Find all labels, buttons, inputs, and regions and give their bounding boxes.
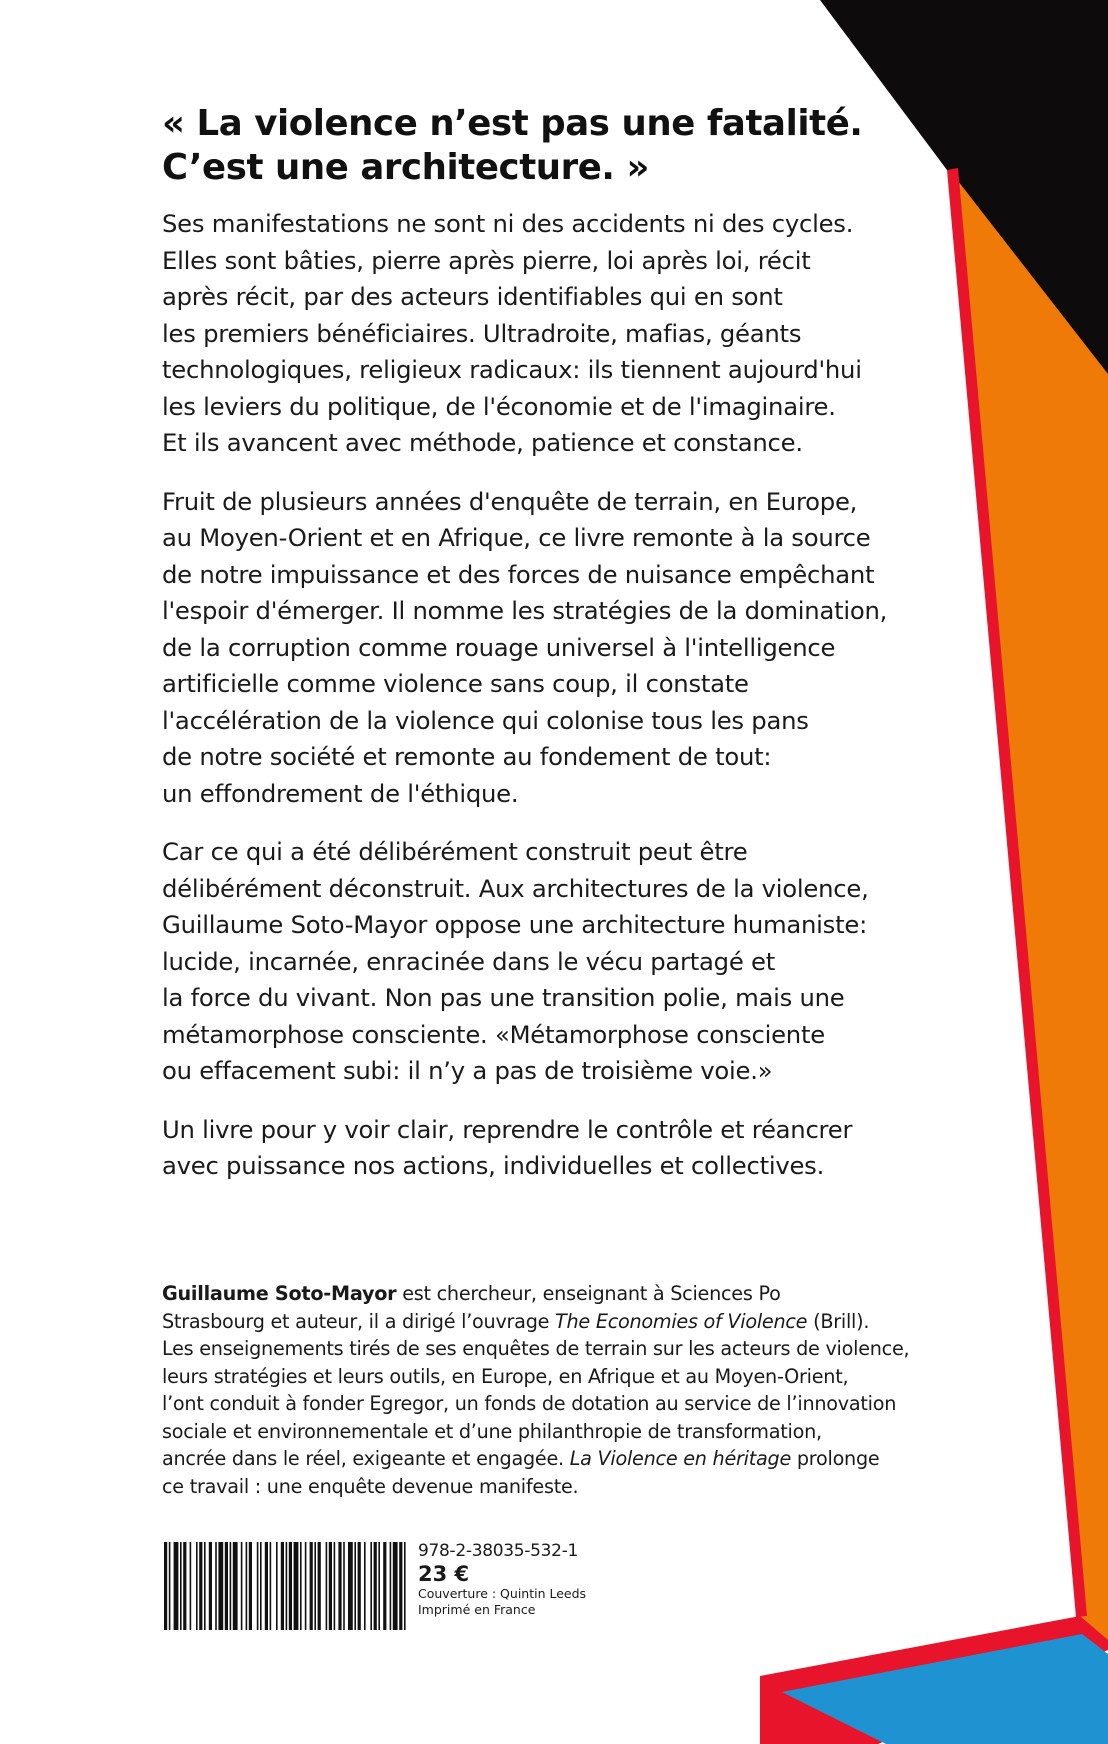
author-name: Guillaume Soto-Mayor [162, 1282, 397, 1305]
bio-line: ce travail : une enquête devenue manifeste. [162, 1474, 579, 1498]
text-line: l'accélération de la violence qui colonise tous les pans [162, 705, 809, 735]
bio-line: l’ont conduit à fonder Egregor, un fonds de dotation au service de l’innovation [162, 1392, 897, 1415]
barcode-bar [326, 1542, 328, 1630]
text-line: de la corruption comme rouage universel à l'intelligence [162, 632, 836, 662]
barcode-bar [164, 1542, 167, 1630]
isbn-number: 978-2-38035-532-1 [418, 1541, 579, 1561]
bio-line: ancrée dans le réel, exigeante et engagée. La Violence en héritage prolonge [162, 1447, 880, 1470]
text-line: de notre société et remonte au fondement de tout: [162, 742, 772, 771]
text-line: au Moyen-Orient et en Afrique, ce livre remonte à la source [162, 523, 871, 552]
text-line: Un livre pour y voir clair, reprendre le contrôle et réancrer [162, 1114, 853, 1144]
barcode-bar [294, 1542, 299, 1630]
barcode-bar [218, 1542, 223, 1630]
barcode-bar [246, 1542, 248, 1630]
barcode-bar [378, 1542, 380, 1630]
text-line: de notre impuissance et des forces de nuisance empêchant [162, 559, 875, 589]
author-bio [162, 1280, 982, 1500]
barcode-bar [230, 1542, 232, 1630]
barcode-bar [241, 1542, 243, 1630]
price: 23 € [418, 1562, 470, 1586]
text-line: délibérément déconstruit. Aux architectures de la violence, [162, 873, 869, 903]
book-title-heritage: La Violence en héritage [569, 1447, 791, 1470]
text-line: l'espoir d'émerger. Il nomme les stratégies de la domination, [162, 596, 888, 625]
barcode-bar [260, 1542, 262, 1630]
barcode-bar [276, 1542, 278, 1630]
barcode-bar [318, 1542, 321, 1630]
barcode-bar [354, 1542, 356, 1630]
barcode-icon [162, 1542, 406, 1630]
text-line: Et ils avancent avec méthode, patience et constance. [162, 428, 803, 457]
barcode-bar [180, 1542, 182, 1630]
barcode-bar [233, 1542, 238, 1630]
bio-line: sociale et environnementale et d’une philanthropie de transformation, [162, 1419, 822, 1443]
barcode-bar [338, 1542, 341, 1630]
blurb-paragraph-4 [162, 1112, 972, 1185]
headline-quote [162, 102, 972, 190]
text-line: lucide, incarnée, enracinée dans le vécu partagé et [162, 946, 775, 976]
barcode-bar [215, 1542, 217, 1630]
bio-line: Strasbourg et auteur, il a dirigé l’ouvrage The Economies of Violence (Brill). [162, 1309, 870, 1333]
barcode-bar [334, 1542, 336, 1630]
pricing-block [418, 1540, 678, 1618]
text-line: les leviers du politique, de l'économie et de l'imaginaire. [162, 391, 836, 421]
barcode-bar [286, 1542, 288, 1630]
barcode-bar [314, 1542, 316, 1630]
headline-line: C’est une architecture. » [162, 147, 650, 188]
printed-in: Imprimé en France [418, 1602, 536, 1617]
barcode-bar [289, 1542, 292, 1630]
text-line: Ses manifestations ne sont ni des accidents ni des cycles. [162, 209, 854, 238]
blurb-paragraph-1 [162, 206, 972, 462]
text-line: métamorphose consciente. «Métamorphose consciente [162, 1019, 825, 1049]
bio-line: Guillaume Soto-Mayor est chercheur, enseignant à Sciences Po [162, 1282, 781, 1305]
barcode-bar [399, 1542, 402, 1630]
cover-credit: Couverture : Quintin Leeds [418, 1586, 587, 1601]
text-line: ou effacement subi: il n’y a pas de troisième voie.» [162, 1056, 773, 1085]
text-line: artificielle comme violence sans coup, il constate [162, 669, 749, 698]
barcode-bar [249, 1542, 252, 1630]
back-cover-text [162, 102, 972, 1207]
blurb [162, 206, 972, 1185]
barcode-bar [364, 1542, 366, 1630]
text-line: Car ce qui a été délibérément construit peut être [162, 837, 748, 866]
barcode-bar [190, 1542, 192, 1630]
book-title-economies: The Economies of Violence [555, 1309, 808, 1333]
barcode-bar [329, 1542, 332, 1630]
headline-line: « La violence n’est pas une fatalité. [162, 103, 863, 144]
text-line: Guillaume Soto-Mayor oppose une architecture humaniste: [162, 910, 868, 939]
bio-line: Les enseignements tirés de ses enquêtes de terrain sur les acteurs de violence, [162, 1337, 910, 1360]
text-line: avec puissance nos actions, individuelles et collectives. [162, 1151, 825, 1180]
barcode-bar [390, 1542, 392, 1630]
barcode-bar [183, 1542, 186, 1630]
barcode-bar [204, 1542, 206, 1630]
barcode-bar [393, 1542, 398, 1630]
barcode-bar [348, 1542, 353, 1630]
barcode-bar [196, 1542, 198, 1630]
text-line: les premiers bénéficiaires. Ultradroite, mafias, géants [162, 318, 802, 348]
barcode-bar [209, 1542, 212, 1630]
barcode-bar [358, 1542, 361, 1630]
barcode-bar [383, 1542, 386, 1630]
text-line: un effondrement de l'éthique. [162, 778, 519, 808]
barcode-bar [374, 1542, 377, 1630]
barcode-bar [265, 1542, 268, 1630]
bio-line: leurs stratégies et leurs outils, en Europe, en Afrique et au Moyen-Orient, [162, 1364, 849, 1388]
barcode-bar [343, 1542, 345, 1630]
barcode-bar [300, 1542, 302, 1630]
barcode-bar [310, 1542, 313, 1630]
text-line: Elles sont bâties, pierre après pierre, loi après loi, récit [162, 245, 811, 275]
barcode-bar [404, 1542, 406, 1630]
text-line: la force du vivant. Non pas une transition polie, mais une [162, 983, 845, 1012]
barcode-bar [270, 1542, 272, 1630]
barcode-bar [257, 1542, 259, 1630]
blurb-paragraph-2 [162, 484, 972, 813]
barcode-bar [199, 1542, 202, 1630]
blurb-paragraph-3 [162, 834, 972, 1090]
barcode-bar [370, 1542, 372, 1630]
barcode-bar [174, 1542, 179, 1630]
text-line: après récit, par des acteurs identifiables qui en sont [162, 282, 783, 311]
barcode-bar [281, 1542, 284, 1630]
text-line: Fruit de plusieurs années d'enquête de terrain, en Europe, [162, 486, 858, 516]
barcode-bar [169, 1542, 171, 1630]
text-line: technologiques, religieux radicaux: ils tiennent aujourd'hui [162, 355, 862, 384]
barcode-bar [225, 1542, 228, 1630]
barcode-bar [305, 1542, 307, 1630]
